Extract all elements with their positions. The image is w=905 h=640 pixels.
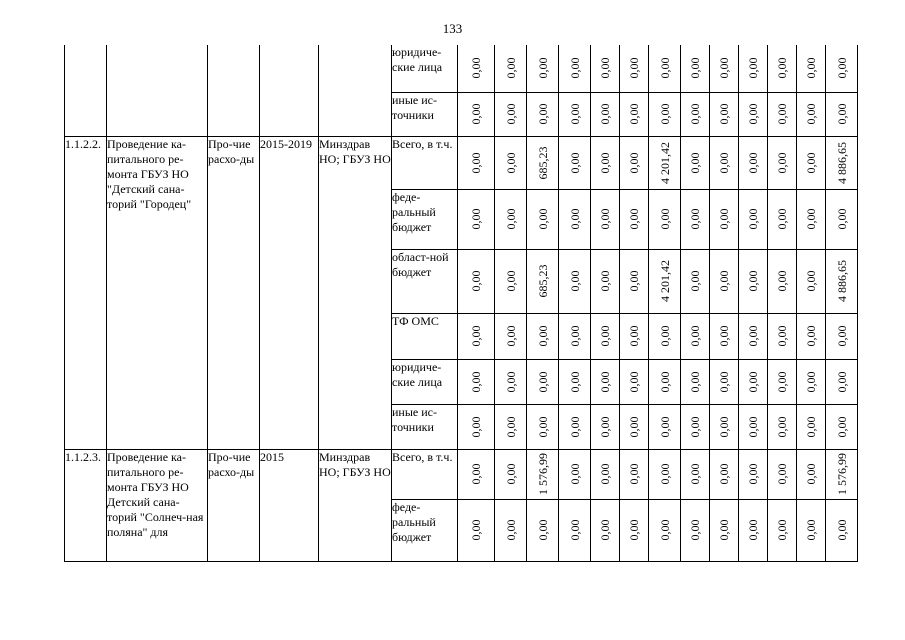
value-text: 0,00 xyxy=(627,371,641,392)
value-text: 0,00 xyxy=(746,208,760,230)
value-text: 0,00 xyxy=(746,325,760,347)
value-text: 0,00 xyxy=(503,208,518,230)
value-cell xyxy=(559,189,591,249)
value-text: 1 576,99 xyxy=(834,453,849,495)
value-text: 0,00 xyxy=(535,103,550,125)
value-text: 0,00 xyxy=(804,208,818,230)
value-text: 0,00 xyxy=(567,57,582,79)
value-cell xyxy=(649,249,681,313)
value-cell xyxy=(768,45,797,92)
value-text: 0,00 xyxy=(804,103,818,125)
value-text: 0,00 xyxy=(688,103,702,125)
value-text: 0,00 xyxy=(469,208,483,230)
value-text: 0,00 xyxy=(535,325,550,347)
value-cell xyxy=(826,249,858,313)
value-text: 0,00 xyxy=(688,371,702,392)
value-cell xyxy=(591,92,620,136)
value-cell xyxy=(826,499,858,561)
funding-source: област-ной бюджет xyxy=(392,249,458,313)
value-cell xyxy=(458,92,495,136)
value-cell xyxy=(559,499,591,561)
value-text: 0,00 xyxy=(503,416,518,437)
value-cell xyxy=(559,404,591,449)
value-text: 0,00 xyxy=(598,152,612,173)
value-text: 0,00 xyxy=(688,463,702,485)
value-text: 0,00 xyxy=(627,270,641,292)
value-cell xyxy=(681,189,710,249)
value-cell xyxy=(768,189,797,249)
value-cell xyxy=(739,313,768,359)
value-cell xyxy=(649,359,681,404)
value-cell xyxy=(681,449,710,499)
value-text: 0,00 xyxy=(657,325,672,347)
implementation-period: 2015 xyxy=(260,449,319,561)
value-cell xyxy=(739,136,768,189)
value-cell xyxy=(710,45,739,92)
value-cell xyxy=(710,499,739,561)
value-text: 0,00 xyxy=(717,416,731,437)
funding-source: Всего, в т.ч. xyxy=(392,449,458,499)
value-text: 0,00 xyxy=(717,270,731,292)
value-text: 0,00 xyxy=(746,519,760,541)
value-cell xyxy=(495,449,527,499)
value-text: 0,00 xyxy=(535,416,550,437)
value-cell xyxy=(591,189,620,249)
value-cell xyxy=(458,499,495,561)
value-cell xyxy=(826,313,858,359)
value-cell xyxy=(620,45,649,92)
value-cell xyxy=(768,359,797,404)
value-cell xyxy=(739,499,768,561)
value-cell xyxy=(649,499,681,561)
value-text: 0,00 xyxy=(775,152,789,173)
value-text: 0,00 xyxy=(627,57,641,79)
value-cell xyxy=(527,45,559,92)
value-cell xyxy=(768,404,797,449)
value-cell xyxy=(527,404,559,449)
value-text: 0,00 xyxy=(746,270,760,292)
value-cell xyxy=(826,136,858,189)
value-text: 0,00 xyxy=(834,103,849,125)
funding-source: иные ис-точники xyxy=(392,404,458,449)
value-cell xyxy=(527,92,559,136)
value-cell xyxy=(527,189,559,249)
value-text: 0,00 xyxy=(598,371,612,392)
value-cell xyxy=(495,359,527,404)
expense-type: Про-чие расхо-ды xyxy=(208,449,260,561)
value-text: 0,00 xyxy=(775,463,789,485)
value-text: 1 576,99 xyxy=(535,453,550,495)
value-cell xyxy=(797,45,826,92)
value-text: 0,00 xyxy=(746,463,760,485)
value-text: 0,00 xyxy=(834,519,849,541)
value-cell xyxy=(797,136,826,189)
value-cell xyxy=(797,92,826,136)
value-cell xyxy=(739,45,768,92)
executor xyxy=(319,45,392,136)
value-text: 0,00 xyxy=(567,463,582,485)
value-cell xyxy=(797,404,826,449)
value-text: 685,23 xyxy=(535,264,550,298)
value-cell xyxy=(710,189,739,249)
value-cell xyxy=(620,313,649,359)
value-cell xyxy=(527,359,559,404)
value-text: 0,00 xyxy=(775,371,789,392)
funding-source: ТФ ОМС xyxy=(392,313,458,359)
value-cell xyxy=(681,45,710,92)
executor: Минздрав НО; ГБУЗ НО xyxy=(319,136,392,449)
value-text: 0,00 xyxy=(627,103,641,125)
value-cell xyxy=(739,359,768,404)
value-text: 0,00 xyxy=(746,57,760,79)
table-row xyxy=(65,136,858,189)
item-name: Проведение ка-питального ре-монта ГБУЗ НО "Детский сана-торий "Городец" xyxy=(107,136,208,449)
value-cell xyxy=(495,136,527,189)
value-cell xyxy=(591,499,620,561)
value-text: 0,00 xyxy=(503,519,518,541)
value-cell xyxy=(458,313,495,359)
value-cell xyxy=(797,313,826,359)
value-cell xyxy=(559,92,591,136)
value-text: 0,00 xyxy=(469,325,483,347)
value-text: 0,00 xyxy=(469,371,483,392)
value-cell xyxy=(458,189,495,249)
value-cell xyxy=(559,313,591,359)
value-text: 0,00 xyxy=(775,270,789,292)
value-cell xyxy=(495,249,527,313)
value-text: 4 886,65 xyxy=(834,260,849,302)
value-text: 0,00 xyxy=(717,103,731,125)
value-text: 0,00 xyxy=(775,57,789,79)
funding-source: Всего, в т.ч. xyxy=(392,136,458,189)
value-text: 0,00 xyxy=(469,463,483,485)
value-text: 0,00 xyxy=(688,57,702,79)
value-text: 0,00 xyxy=(598,416,612,437)
value-cell xyxy=(826,404,858,449)
value-text: 0,00 xyxy=(717,519,731,541)
value-cell xyxy=(797,249,826,313)
item-code: 1.1.2.2. xyxy=(65,136,107,449)
value-text: 0,00 xyxy=(469,270,483,292)
value-text: 0,00 xyxy=(717,208,731,230)
expense-type: Про-чие расхо-ды xyxy=(208,136,260,449)
value-cell xyxy=(826,189,858,249)
value-text: 0,00 xyxy=(598,103,612,125)
value-cell xyxy=(527,449,559,499)
table-row xyxy=(65,45,858,92)
budget-table xyxy=(64,45,858,562)
value-cell xyxy=(710,404,739,449)
value-cell xyxy=(495,499,527,561)
value-cell xyxy=(495,92,527,136)
value-text: 0,00 xyxy=(567,519,582,541)
value-cell xyxy=(527,313,559,359)
funding-source: юридиче-ские лица xyxy=(392,359,458,404)
implementation-period xyxy=(260,45,319,136)
value-cell xyxy=(826,92,858,136)
value-cell xyxy=(710,313,739,359)
funding-source: юридиче-ские лица xyxy=(392,45,458,92)
item-name: Проведение ка-питального ре-монта ГБУЗ НО Детский сана-торий "Солнеч-ная поляна" для xyxy=(107,449,208,561)
value-cell xyxy=(591,313,620,359)
value-cell xyxy=(681,92,710,136)
value-text: 0,00 xyxy=(503,103,518,125)
value-cell xyxy=(458,136,495,189)
value-text: 0,00 xyxy=(688,519,702,541)
value-cell xyxy=(768,449,797,499)
value-cell xyxy=(495,45,527,92)
value-text: 0,00 xyxy=(717,463,731,485)
value-text: 0,00 xyxy=(657,208,672,230)
value-cell xyxy=(768,313,797,359)
value-cell xyxy=(797,449,826,499)
value-text: 4 201,42 xyxy=(657,260,672,302)
value-cell xyxy=(559,45,591,92)
item-code: 1.1.2.3. xyxy=(65,449,107,561)
value-text: 4 201,42 xyxy=(657,141,672,184)
value-text: 0,00 xyxy=(567,103,582,125)
value-cell xyxy=(681,499,710,561)
value-cell xyxy=(458,449,495,499)
value-text: 0,00 xyxy=(657,103,672,125)
value-text: 0,00 xyxy=(775,208,789,230)
value-text: 0,00 xyxy=(535,208,550,230)
value-text: 0,00 xyxy=(746,416,760,437)
value-text: 0,00 xyxy=(657,57,672,79)
value-cell xyxy=(710,92,739,136)
value-cell xyxy=(649,313,681,359)
value-cell xyxy=(710,249,739,313)
value-text: 0,00 xyxy=(804,270,818,292)
value-cell xyxy=(620,249,649,313)
value-cell xyxy=(559,136,591,189)
value-text: 0,00 xyxy=(627,519,641,541)
value-text: 685,23 xyxy=(535,146,550,179)
value-cell xyxy=(495,404,527,449)
value-cell xyxy=(458,359,495,404)
value-text: 0,00 xyxy=(746,103,760,125)
value-text: 0,00 xyxy=(627,463,641,485)
value-cell xyxy=(797,189,826,249)
value-cell xyxy=(768,92,797,136)
value-text: 0,00 xyxy=(627,416,641,437)
value-cell xyxy=(458,249,495,313)
value-cell xyxy=(620,92,649,136)
value-text: 0,00 xyxy=(804,152,818,173)
value-text: 0,00 xyxy=(688,416,702,437)
value-text: 0,00 xyxy=(503,325,518,347)
value-cell xyxy=(826,359,858,404)
value-text: 0,00 xyxy=(627,152,641,173)
item-code xyxy=(65,45,107,136)
value-text: 0,00 xyxy=(688,325,702,347)
value-cell xyxy=(591,449,620,499)
value-cell xyxy=(559,249,591,313)
value-text: 0,00 xyxy=(469,416,483,437)
value-cell xyxy=(458,45,495,92)
value-text: 0,00 xyxy=(804,519,818,541)
value-text: 0,00 xyxy=(804,463,818,485)
value-cell xyxy=(591,45,620,92)
value-cell xyxy=(559,359,591,404)
value-cell xyxy=(620,359,649,404)
value-cell xyxy=(826,449,858,499)
value-text: 0,00 xyxy=(503,371,518,392)
value-text: 0,00 xyxy=(717,152,731,173)
funding-source: феде-ральный бюджет xyxy=(392,499,458,561)
value-text: 0,00 xyxy=(469,152,483,173)
value-text: 0,00 xyxy=(657,371,672,392)
funding-source: феде-ральный бюджет xyxy=(392,189,458,249)
value-text: 0,00 xyxy=(567,270,582,292)
value-text: 0,00 xyxy=(775,325,789,347)
value-cell xyxy=(458,404,495,449)
value-cell xyxy=(649,404,681,449)
value-text: 0,00 xyxy=(834,416,849,437)
value-text: 0,00 xyxy=(657,463,672,485)
value-text: 0,00 xyxy=(469,103,483,125)
value-text: 0,00 xyxy=(503,270,518,292)
value-text: 0,00 xyxy=(775,416,789,437)
value-text: 0,00 xyxy=(717,57,731,79)
value-text: 0,00 xyxy=(598,270,612,292)
value-cell xyxy=(797,499,826,561)
value-cell xyxy=(620,136,649,189)
value-text: 0,00 xyxy=(627,325,641,347)
value-text: 0,00 xyxy=(598,325,612,347)
page-number: 133 xyxy=(442,21,463,36)
value-text: 0,00 xyxy=(717,371,731,392)
value-text: 0,00 xyxy=(834,208,849,230)
value-text: 0,00 xyxy=(746,152,760,173)
value-text: 0,00 xyxy=(535,371,550,392)
value-text: 0,00 xyxy=(717,325,731,347)
expense-type xyxy=(208,45,260,136)
value-text: 0,00 xyxy=(567,325,582,347)
funding-source: иные ис-точники xyxy=(392,92,458,136)
value-text: 0,00 xyxy=(834,325,849,347)
item-name xyxy=(107,45,208,136)
value-cell xyxy=(649,189,681,249)
value-text: 0,00 xyxy=(598,519,612,541)
value-cell xyxy=(649,136,681,189)
value-cell xyxy=(739,449,768,499)
value-text: 0,00 xyxy=(804,371,818,392)
value-cell xyxy=(739,249,768,313)
value-cell xyxy=(559,449,591,499)
value-text: 0,00 xyxy=(804,57,818,79)
value-text: 0,00 xyxy=(804,416,818,437)
value-cell xyxy=(649,45,681,92)
value-text: 0,00 xyxy=(627,208,641,230)
executor: Минздрав НО; ГБУЗ НО xyxy=(319,449,392,561)
value-text: 0,00 xyxy=(567,152,582,173)
value-cell xyxy=(591,359,620,404)
value-text: 0,00 xyxy=(834,57,849,79)
value-cell xyxy=(527,249,559,313)
value-text: 0,00 xyxy=(598,57,612,79)
value-text: 0,00 xyxy=(535,519,550,541)
value-text: 0,00 xyxy=(469,57,483,79)
value-text: 0,00 xyxy=(688,152,702,173)
value-cell xyxy=(620,404,649,449)
value-cell xyxy=(768,136,797,189)
value-cell xyxy=(710,449,739,499)
value-cell xyxy=(649,449,681,499)
value-cell xyxy=(681,136,710,189)
value-cell xyxy=(768,249,797,313)
value-cell xyxy=(620,189,649,249)
value-text: 0,00 xyxy=(688,208,702,230)
value-text: 0,00 xyxy=(503,463,518,485)
value-cell xyxy=(649,92,681,136)
value-text: 4 886,65 xyxy=(834,141,849,184)
value-text: 0,00 xyxy=(834,371,849,392)
value-text: 0,00 xyxy=(567,416,582,437)
value-text: 0,00 xyxy=(746,371,760,392)
value-text: 0,00 xyxy=(503,57,518,79)
value-cell xyxy=(620,449,649,499)
value-text: 0,00 xyxy=(503,152,518,173)
value-cell xyxy=(681,359,710,404)
value-cell xyxy=(527,499,559,561)
value-text: 0,00 xyxy=(469,519,483,541)
value-cell xyxy=(826,45,858,92)
value-cell xyxy=(591,404,620,449)
value-text: 0,00 xyxy=(657,519,672,541)
value-cell xyxy=(495,189,527,249)
value-cell xyxy=(710,359,739,404)
value-text: 0,00 xyxy=(567,371,582,392)
value-cell xyxy=(591,249,620,313)
value-cell xyxy=(495,313,527,359)
value-cell xyxy=(681,249,710,313)
value-cell xyxy=(768,499,797,561)
value-text: 0,00 xyxy=(598,208,612,230)
table-row xyxy=(65,449,858,499)
value-cell xyxy=(739,404,768,449)
value-cell xyxy=(739,189,768,249)
value-cell xyxy=(710,136,739,189)
value-text: 0,00 xyxy=(775,103,789,125)
value-cell xyxy=(527,136,559,189)
value-text: 0,00 xyxy=(598,463,612,485)
value-text: 0,00 xyxy=(775,519,789,541)
value-cell xyxy=(797,359,826,404)
value-text: 0,00 xyxy=(688,270,702,292)
value-text: 0,00 xyxy=(535,57,550,79)
value-cell xyxy=(591,136,620,189)
implementation-period: 2015-2019 xyxy=(260,136,319,449)
value-cell xyxy=(681,404,710,449)
value-cell xyxy=(620,499,649,561)
value-cell xyxy=(739,92,768,136)
value-text: 0,00 xyxy=(567,208,582,230)
value-text: 0,00 xyxy=(804,325,818,347)
value-text: 0,00 xyxy=(657,416,672,437)
value-cell xyxy=(681,313,710,359)
